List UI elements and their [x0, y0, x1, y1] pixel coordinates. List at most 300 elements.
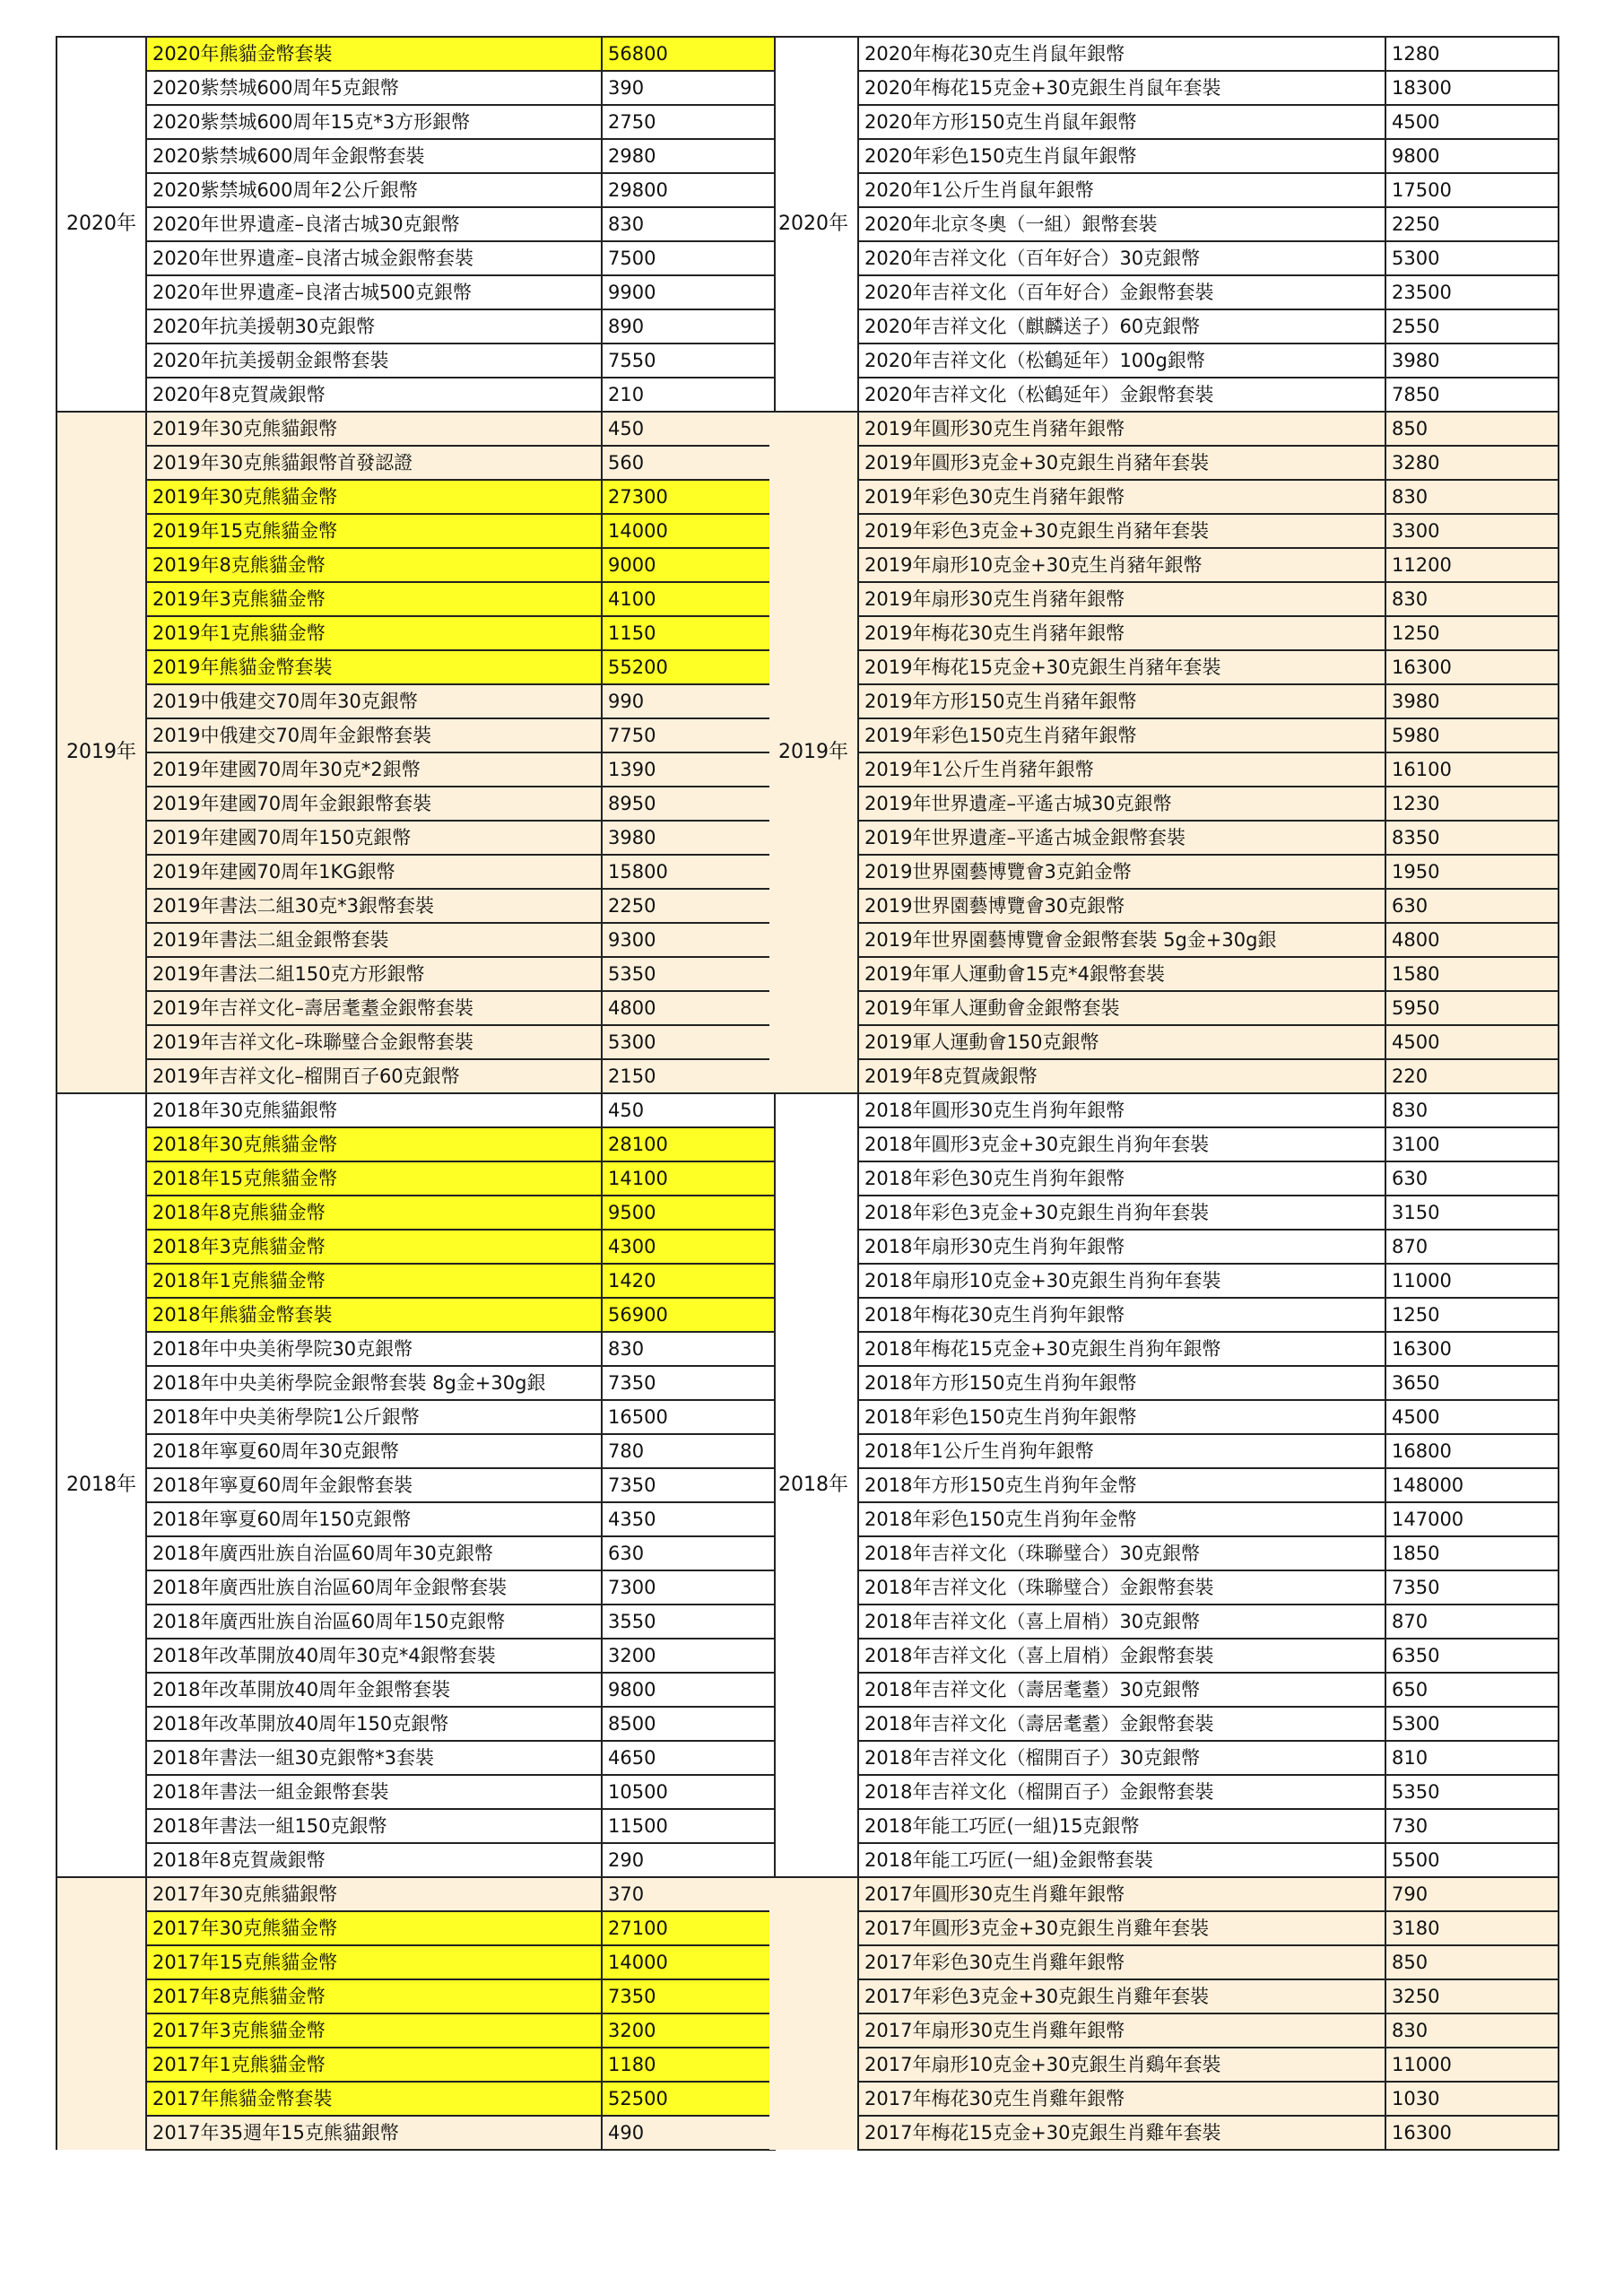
coin-price: 790	[1385, 1877, 1559, 1911]
year-label: 2019年	[56, 412, 146, 1093]
table-row	[769, 71, 1559, 105]
coin-name: 2020年梅花15克金+30克銀生肖鼠年套裝	[858, 71, 1385, 105]
coin-price: 8350	[1385, 821, 1559, 855]
coin-name: 2019年建國70周年30克*2銀幣	[146, 752, 602, 787]
coin-name: 2020紫禁城600周年5克銀幣	[146, 71, 602, 105]
coin-name: 2019年吉祥文化–壽居耄耋金銀幣套裝	[146, 991, 602, 1025]
coin-price: 1580	[1385, 957, 1559, 991]
table-row	[56, 1843, 775, 1877]
coin-price: 290	[602, 1843, 775, 1877]
table-row	[769, 344, 1559, 378]
coin-price: 11200	[1385, 548, 1559, 582]
coin-price: 27300	[602, 480, 775, 514]
coin-name: 2018年1公斤生肖狗年銀幣	[858, 1434, 1385, 1468]
coin-price: 850	[1385, 412, 1559, 446]
table-row	[769, 173, 1559, 207]
coin-name: 2018年書法一組30克銀幣*3套裝	[146, 1741, 602, 1775]
coin-name: 2018年廣西壯族自治區60周年30克銀幣	[146, 1536, 602, 1570]
table-row	[769, 1298, 1559, 1332]
year-label	[769, 1877, 858, 2150]
coin-price: 4500	[1385, 1025, 1559, 1059]
coin-price: 23500	[1385, 275, 1559, 309]
coin-name: 2019年彩色150克生肖豬年銀幣	[858, 718, 1385, 752]
coin-price: 7850	[1385, 378, 1559, 412]
coin-name: 2020年熊貓金幣套裝	[146, 37, 602, 71]
coin-name: 2019年軍人運動會15克*4銀幣套裝	[858, 957, 1385, 991]
coin-price: 55200	[602, 650, 775, 684]
coin-name: 2020紫禁城600周年2公斤銀幣	[146, 173, 602, 207]
table-row	[56, 480, 775, 514]
coin-price: 16300	[1385, 1332, 1559, 1366]
table-row	[769, 412, 1559, 446]
table-row	[56, 1673, 775, 1707]
coin-price: 8950	[602, 787, 775, 821]
coin-price: 4500	[1385, 1400, 1559, 1434]
coin-name: 2019中俄建交70周年30克銀幣	[146, 684, 602, 718]
coin-price: 16300	[1385, 650, 1559, 684]
year-label: 2020年	[56, 37, 146, 412]
coin-name: 2017年圓形3克金+30克銀生肖雞年套裝	[858, 1911, 1385, 1945]
coin-name: 2019年30克熊貓金幣	[146, 480, 602, 514]
coin-price: 16300	[1385, 2116, 1559, 2150]
coin-price: 5350	[602, 957, 775, 991]
table-row	[769, 548, 1559, 582]
coin-price: 1030	[1385, 2082, 1559, 2116]
coin-name: 2019年書法二組150克方形銀幣	[146, 957, 602, 991]
coin-price: 7500	[602, 241, 775, 275]
coin-name: 2018年吉祥文化（珠聯璧合）30克銀幣	[858, 1536, 1385, 1570]
coin-name: 2019年梅花30克生肖豬年銀幣	[858, 616, 1385, 650]
table-row	[56, 855, 775, 889]
table-row	[56, 1366, 775, 1400]
table-row	[56, 378, 775, 412]
table-row	[769, 37, 1559, 71]
coin-name: 2018年寧夏60周年30克銀幣	[146, 1434, 602, 1468]
coin-name: 2018年書法一組150克銀幣	[146, 1809, 602, 1843]
coin-price: 29800	[602, 173, 775, 207]
coin-price: 11000	[1385, 2048, 1559, 2082]
coin-price: 1420	[602, 1264, 775, 1298]
coin-name: 2019年建國70周年金銀銀幣套裝	[146, 787, 602, 821]
coin-price: 7750	[602, 718, 775, 752]
year-label: 2019年	[769, 412, 858, 1093]
table-row	[56, 684, 775, 718]
coin-price: 16500	[602, 1400, 775, 1434]
coin-name: 2019年書法二組30克*3銀幣套裝	[146, 889, 602, 923]
table-row	[56, 2048, 775, 2082]
coin-price: 780	[602, 1434, 775, 1468]
table-row	[769, 1400, 1559, 1434]
table-row	[769, 1639, 1559, 1673]
table-row	[56, 207, 775, 241]
coin-name: 2018年8克熊貓金幣	[146, 1196, 602, 1230]
coin-price: 14000	[602, 514, 775, 548]
coin-price: 2550	[1385, 309, 1559, 344]
coin-name: 2019世界園藝博覽會30克銀幣	[858, 889, 1385, 923]
coin-price: 5950	[1385, 991, 1559, 1025]
coin-price: 11500	[602, 1809, 775, 1843]
coin-name: 2019年8克賀歲銀幣	[858, 1059, 1385, 1093]
price-table-right	[769, 36, 1559, 2151]
coin-price: 990	[602, 684, 775, 718]
table-row	[56, 1434, 775, 1468]
table-row	[769, 889, 1559, 923]
coin-price: 1180	[602, 2048, 775, 2082]
table-row	[769, 1127, 1559, 1161]
coin-name: 2017年1克熊貓金幣	[146, 2048, 602, 2082]
coin-price: 2980	[602, 139, 775, 173]
coin-price: 4800	[602, 991, 775, 1025]
coin-name: 2018年扇形10克金+30克銀生肖狗年套裝	[858, 1264, 1385, 1298]
coin-price: 147000	[1385, 1502, 1559, 1536]
coin-price: 5980	[1385, 718, 1559, 752]
coin-name: 2020紫禁城600周年15克*3方形銀幣	[146, 105, 602, 139]
coin-name: 2018年寧夏60周年150克銀幣	[146, 1502, 602, 1536]
year-label: 2020年	[769, 37, 858, 412]
coin-name: 2018年彩色150克生肖狗年金幣	[858, 1502, 1385, 1536]
table-row	[56, 1502, 775, 1536]
coin-name: 2018年能工巧匠(一組)15克銀幣	[858, 1809, 1385, 1843]
coin-name: 2019世界園藝博覽會3克鉑金幣	[858, 855, 1385, 889]
table-row	[769, 752, 1559, 787]
table-row	[56, 650, 775, 684]
coin-price: 3300	[1385, 514, 1559, 548]
table-row	[56, 1877, 775, 1911]
coin-name: 2018年彩色30克生肖狗年銀幣	[858, 1161, 1385, 1196]
coin-price: 3650	[1385, 1366, 1559, 1400]
table-row	[769, 650, 1559, 684]
table-row	[769, 105, 1559, 139]
coin-name: 2017年扇形30克生肖雞年銀幣	[858, 2013, 1385, 2048]
coin-price: 830	[602, 1332, 775, 1366]
table-row	[769, 275, 1559, 309]
table-row	[56, 1741, 775, 1775]
coin-name: 2018年1克熊貓金幣	[146, 1264, 602, 1298]
coin-name: 2018年3克熊貓金幣	[146, 1230, 602, 1264]
table-row	[56, 923, 775, 957]
coin-price: 4650	[602, 1741, 775, 1775]
coin-name: 2019年圓形30克生肖豬年銀幣	[858, 412, 1385, 446]
table-row	[56, 1707, 775, 1741]
coin-price: 730	[1385, 1809, 1559, 1843]
table-row	[56, 1025, 775, 1059]
table-row	[769, 309, 1559, 344]
coin-name: 2017年8克熊貓金幣	[146, 1979, 602, 2013]
coin-price: 7350	[602, 1979, 775, 2013]
table-row	[56, 1468, 775, 1502]
coin-name: 2019年軍人運動會金銀幣套裝	[858, 991, 1385, 1025]
table-row	[56, 446, 775, 480]
table-row	[56, 548, 775, 582]
coin-name: 2020年吉祥文化（麒麟送子）60克銀幣	[858, 309, 1385, 344]
coin-price: 10500	[602, 1775, 775, 1809]
coin-name: 2018年方形150克生肖狗年金幣	[858, 1468, 1385, 1502]
coin-name: 2018年吉祥文化（榴開百子）金銀幣套裝	[858, 1775, 1385, 1809]
table-row	[769, 1877, 1559, 1911]
coin-name: 2019年吉祥文化–珠聯璧合金銀幣套裝	[146, 1025, 602, 1059]
table-row	[769, 923, 1559, 957]
coin-name: 2019年世界遺產–平遙古城30克銀幣	[858, 787, 1385, 821]
table-row	[769, 1570, 1559, 1605]
coin-price: 490	[602, 2116, 775, 2150]
coin-name: 2017年3克熊貓金幣	[146, 2013, 602, 2048]
coin-price: 3150	[1385, 1196, 1559, 1230]
coin-price: 7350	[602, 1366, 775, 1400]
table-row	[769, 1161, 1559, 1196]
coin-price: 14000	[602, 1945, 775, 1979]
table-row	[769, 1332, 1559, 1366]
coin-name: 2018年彩色150克生肖狗年銀幣	[858, 1400, 1385, 1434]
coin-name: 2018年改革開放40周年30克*4銀幣套裝	[146, 1639, 602, 1673]
coin-name: 2018年吉祥文化（喜上眉梢）30克銀幣	[858, 1605, 1385, 1639]
table-row	[769, 991, 1559, 1025]
table-row	[56, 344, 775, 378]
coin-price: 890	[602, 309, 775, 344]
coin-price: 16800	[1385, 1434, 1559, 1468]
coin-name: 2018年中央美術學院30克銀幣	[146, 1332, 602, 1366]
coin-name: 2018年書法一組金銀幣套裝	[146, 1775, 602, 1809]
table-row	[56, 1639, 775, 1673]
table-row	[56, 2116, 775, 2150]
table-row	[769, 1196, 1559, 1230]
table-row	[769, 1741, 1559, 1775]
coin-name: 2019年建國70周年150克銀幣	[146, 821, 602, 855]
coin-name: 2020年1公斤生肖鼠年銀幣	[858, 173, 1385, 207]
coin-name: 2018年吉祥文化（壽居耄耋）金銀幣套裝	[858, 1707, 1385, 1741]
table-row	[56, 309, 775, 344]
coin-name: 2018年寧夏60周年金銀幣套裝	[146, 1468, 602, 1502]
coin-price: 7300	[602, 1570, 775, 1605]
coin-price: 4500	[1385, 105, 1559, 139]
coin-name: 2018年吉祥文化（珠聯璧合）金銀幣套裝	[858, 1570, 1385, 1605]
table-row	[769, 1059, 1559, 1093]
coin-price: 28100	[602, 1127, 775, 1161]
table-row	[56, 957, 775, 991]
table-row	[769, 1093, 1559, 1127]
table-row	[769, 1230, 1559, 1264]
coin-price: 450	[602, 1093, 775, 1127]
coin-name: 2019年世界園藝博覽會金銀幣套裝 5g金+30g銀	[858, 923, 1385, 957]
coin-price: 7350	[1385, 1570, 1559, 1605]
coin-name: 2019年梅花15克金+30克銀生肖豬年套裝	[858, 650, 1385, 684]
table-row	[769, 787, 1559, 821]
table-row	[769, 139, 1559, 173]
coin-name: 2019年圓形3克金+30克銀生肖豬年套裝	[858, 446, 1385, 480]
table-row	[56, 1979, 775, 2013]
coin-name: 2020年梅花30克生肖鼠年銀幣	[858, 37, 1385, 71]
coin-price: 148000	[1385, 1468, 1559, 1502]
coin-name: 2017年30克熊貓銀幣	[146, 1877, 602, 1911]
coin-name: 2020年世界遺產–良渚古城500克銀幣	[146, 275, 602, 309]
table-row	[56, 1809, 775, 1843]
table-row	[769, 1911, 1559, 1945]
coin-price: 2150	[602, 1059, 775, 1093]
table-row	[56, 718, 775, 752]
coin-price: 15800	[602, 855, 775, 889]
table-row	[56, 1775, 775, 1809]
table-row	[769, 1843, 1559, 1877]
coin-price: 220	[1385, 1059, 1559, 1093]
table-row	[56, 1400, 775, 1434]
coin-price: 5350	[1385, 1775, 1559, 1809]
coin-price: 2250	[1385, 207, 1559, 241]
coin-name: 2020年吉祥文化（松鶴延年）金銀幣套裝	[858, 378, 1385, 412]
coin-name: 2020紫禁城600周年金銀幣套裝	[146, 139, 602, 173]
coin-price: 27100	[602, 1911, 775, 1945]
table-row	[56, 1605, 775, 1639]
coin-name: 2017年15克熊貓金幣	[146, 1945, 602, 1979]
coin-name: 2020年抗美援朝30克銀幣	[146, 309, 602, 344]
table-row	[56, 1161, 775, 1196]
table-row	[56, 2082, 775, 2116]
coin-price: 17500	[1385, 173, 1559, 207]
table-row	[56, 173, 775, 207]
year-label: 2018年	[769, 1093, 858, 1877]
coin-price: 9800	[1385, 139, 1559, 173]
coin-price: 650	[1385, 1673, 1559, 1707]
table-row	[769, 1434, 1559, 1468]
coin-name: 2018年改革開放40周年金銀幣套裝	[146, 1673, 602, 1707]
coin-price: 7350	[602, 1468, 775, 1502]
coin-price: 3980	[1385, 344, 1559, 378]
coin-price: 56900	[602, 1298, 775, 1332]
table-row	[769, 207, 1559, 241]
coin-name: 2017年35週年15克熊貓銀幣	[146, 2116, 602, 2150]
coin-name: 2017年彩色3克金+30克銀生肖雞年套裝	[858, 1979, 1385, 2013]
table-row	[769, 1673, 1559, 1707]
table-row	[769, 1809, 1559, 1843]
coin-price: 3200	[602, 2013, 775, 2048]
coin-name: 2018年8克賀歲銀幣	[146, 1843, 602, 1877]
coin-name: 2017年30克熊貓金幣	[146, 1911, 602, 1945]
coin-name: 2019年吉祥文化–榴開百子60克銀幣	[146, 1059, 602, 1093]
coin-price: 830	[1385, 2013, 1559, 2048]
coin-price: 3980	[1385, 684, 1559, 718]
coin-price: 1150	[602, 616, 775, 650]
coin-name: 2018年能工巧匠(一組)金銀幣套裝	[858, 1843, 1385, 1877]
table-row	[56, 1127, 775, 1161]
coin-name: 2019年30克熊貓銀幣首發認證	[146, 446, 602, 480]
coin-name: 2020年吉祥文化（百年好合）金銀幣套裝	[858, 275, 1385, 309]
table-row	[56, 37, 775, 71]
table-row	[56, 1059, 775, 1093]
table-row	[769, 1605, 1559, 1639]
coin-name: 2019年世界遺產–平遙古城金銀幣套裝	[858, 821, 1385, 855]
coin-name: 2019年扇形30克生肖豬年銀幣	[858, 582, 1385, 616]
coin-price: 1850	[1385, 1536, 1559, 1570]
table-row	[56, 275, 775, 309]
coin-price: 3980	[602, 821, 775, 855]
table-row	[769, 616, 1559, 650]
coin-price: 3550	[602, 1605, 775, 1639]
coin-price: 1280	[1385, 37, 1559, 71]
coin-price: 810	[1385, 1741, 1559, 1775]
table-row	[769, 480, 1559, 514]
table-row	[769, 1775, 1559, 1809]
coin-name: 2018年中央美術學院金銀幣套裝 8g金+30g銀	[146, 1366, 602, 1400]
year-label	[56, 1877, 146, 2150]
coin-name: 2018年30克熊貓金幣	[146, 1127, 602, 1161]
coin-price: 8500	[602, 1707, 775, 1741]
coin-price: 1250	[1385, 1298, 1559, 1332]
coin-price: 630	[1385, 889, 1559, 923]
coin-name: 2017年圓形30克生肖雞年銀幣	[858, 1877, 1385, 1911]
coin-price: 630	[602, 1536, 775, 1570]
coin-name: 2018年方形150克生肖狗年銀幣	[858, 1366, 1385, 1400]
coin-name: 2019年書法二組金銀幣套裝	[146, 923, 602, 957]
coin-name: 2018年彩色3克金+30克銀生肖狗年套裝	[858, 1196, 1385, 1230]
table-row	[769, 2082, 1559, 2116]
table-row	[56, 2013, 775, 2048]
table-row	[769, 582, 1559, 616]
table-row	[56, 514, 775, 548]
coin-name: 2019年30克熊貓銀幣	[146, 412, 602, 446]
coin-price: 4800	[1385, 923, 1559, 957]
table-row	[769, 1468, 1559, 1502]
coin-name: 2017年熊貓金幣套裝	[146, 2082, 602, 2116]
table-row	[56, 582, 775, 616]
coin-price: 14100	[602, 1161, 775, 1196]
coin-name: 2019年扇形10克金+30克生肖豬年銀幣	[858, 548, 1385, 582]
year-label: 2018年	[56, 1093, 146, 1877]
coin-name: 2018年熊貓金幣套裝	[146, 1298, 602, 1332]
table-row	[769, 1979, 1559, 2013]
table-row	[56, 991, 775, 1025]
table-row	[769, 1707, 1559, 1741]
table-row	[769, 446, 1559, 480]
coin-name: 2018年30克熊貓銀幣	[146, 1093, 602, 1127]
table-row	[56, 1264, 775, 1298]
coin-price: 830	[602, 207, 775, 241]
table-row	[769, 1945, 1559, 1979]
table-row	[56, 1945, 775, 1979]
price-table	[769, 36, 1559, 2151]
coin-name: 2019年熊貓金幣套裝	[146, 650, 602, 684]
coin-price: 560	[602, 446, 775, 480]
table-row	[769, 2116, 1559, 2150]
coin-price: 9800	[602, 1673, 775, 1707]
coin-name: 2017年扇形10克金+30克銀生肖鷄年套裝	[858, 2048, 1385, 2082]
coin-price: 4100	[602, 582, 775, 616]
coin-price: 5300	[602, 1025, 775, 1059]
coin-name: 2019年1克熊貓金幣	[146, 616, 602, 650]
coin-name: 2017年梅花15克金+30克銀生肖雞年套裝	[858, 2116, 1385, 2150]
coin-price: 3200	[602, 1639, 775, 1673]
coin-name: 2018年圓形3克金+30克銀生肖狗年套裝	[858, 1127, 1385, 1161]
coin-price: 7550	[602, 344, 775, 378]
coin-name: 2018年吉祥文化（壽居耄耋）30克銀幣	[858, 1673, 1385, 1707]
coin-name: 2019軍人運動會150克銀幣	[858, 1025, 1385, 1059]
coin-name: 2017年彩色30克生肖雞年銀幣	[858, 1945, 1385, 1979]
coin-price: 3280	[1385, 446, 1559, 480]
table-row	[769, 1366, 1559, 1400]
coin-name: 2018年扇形30克生肖狗年銀幣	[858, 1230, 1385, 1264]
coin-name: 2019年3克熊貓金幣	[146, 582, 602, 616]
coin-price: 6350	[1385, 1639, 1559, 1673]
coin-price: 630	[1385, 1161, 1559, 1196]
price-table	[56, 36, 776, 2151]
coin-name: 2019年8克熊貓金幣	[146, 548, 602, 582]
coin-name: 2018年15克熊貓金幣	[146, 1161, 602, 1196]
coin-price: 370	[602, 1877, 775, 1911]
coin-name: 2019年15克熊貓金幣	[146, 514, 602, 548]
coin-price: 450	[602, 412, 775, 446]
coin-price: 870	[1385, 1605, 1559, 1639]
coin-price: 850	[1385, 1945, 1559, 1979]
coin-name: 2020年吉祥文化（百年好合）30克銀幣	[858, 241, 1385, 275]
coin-name: 2020年北京冬奧（一組）銀幣套裝	[858, 207, 1385, 241]
coin-price: 3100	[1385, 1127, 1559, 1161]
